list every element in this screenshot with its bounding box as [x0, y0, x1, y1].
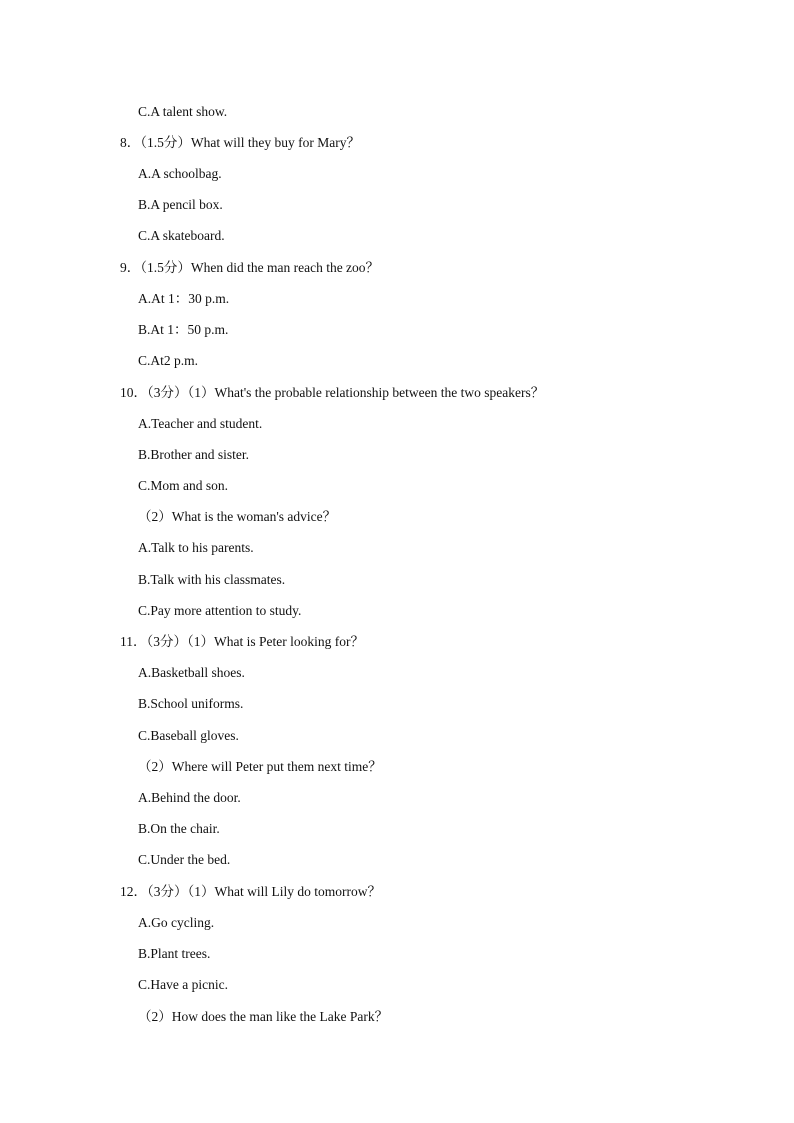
option-11-2c: C.Under the bed. [138, 852, 231, 867]
option-8b: B.A pencil box. [138, 197, 223, 212]
option-9a: A.At 1：30 p.m. [138, 291, 230, 306]
option-12-1c: C.Have a picnic. [138, 977, 228, 992]
option-12-1b: B.Plant trees. [138, 946, 211, 961]
option-12-1a: A.Go cycling. [138, 915, 215, 930]
question-10-2: （2）What is the woman's advice？ [138, 509, 337, 524]
question-9: 9．（1.5分）When did the man reach the zoo？ [120, 260, 380, 275]
option-10-2a: A.Talk to his parents. [138, 540, 254, 555]
option-11-2a: A.Behind the door. [138, 790, 241, 805]
question-12-2: （2）How does the man like the Lake Park？ [138, 1009, 389, 1024]
question-10: 10．（3分）（1）What's the probable relationship between the two speakers？ [120, 385, 545, 400]
option-7c: C.A talent show. [138, 104, 228, 119]
option-10-1a: A.Teacher and student. [138, 416, 263, 431]
option-9b: B.At 1：50 p.m. [138, 322, 229, 337]
option-11-1c: C.Baseball gloves. [138, 728, 239, 743]
option-10-1b: B.Brother and sister. [138, 447, 249, 462]
option-11-1b: B.School uniforms. [138, 696, 244, 711]
question-8: 8．（1.5分）What will they buy for Mary？ [120, 135, 360, 150]
option-11-1a: A.Basketball shoes. [138, 665, 245, 680]
option-10-1c: C.Mom and son. [138, 478, 229, 493]
option-9c: C.At2 p.m. [138, 353, 199, 368]
option-10-2b: B.Talk with his classmates. [138, 572, 286, 587]
option-10-2c: C.Pay more attention to study. [138, 603, 302, 618]
option-11-2b: B.On the chair. [138, 821, 220, 836]
question-12: 12．（3分）（1）What will Lily do tomorrow？ [120, 884, 381, 899]
question-11: 11．（3分）（1）What is Peter looking for？ [120, 634, 364, 649]
option-8a: A.A schoolbag. [138, 166, 222, 181]
option-8c: C.A skateboard. [138, 228, 225, 243]
question-11-2: （2）Where will Peter put them next time？ [138, 759, 382, 774]
